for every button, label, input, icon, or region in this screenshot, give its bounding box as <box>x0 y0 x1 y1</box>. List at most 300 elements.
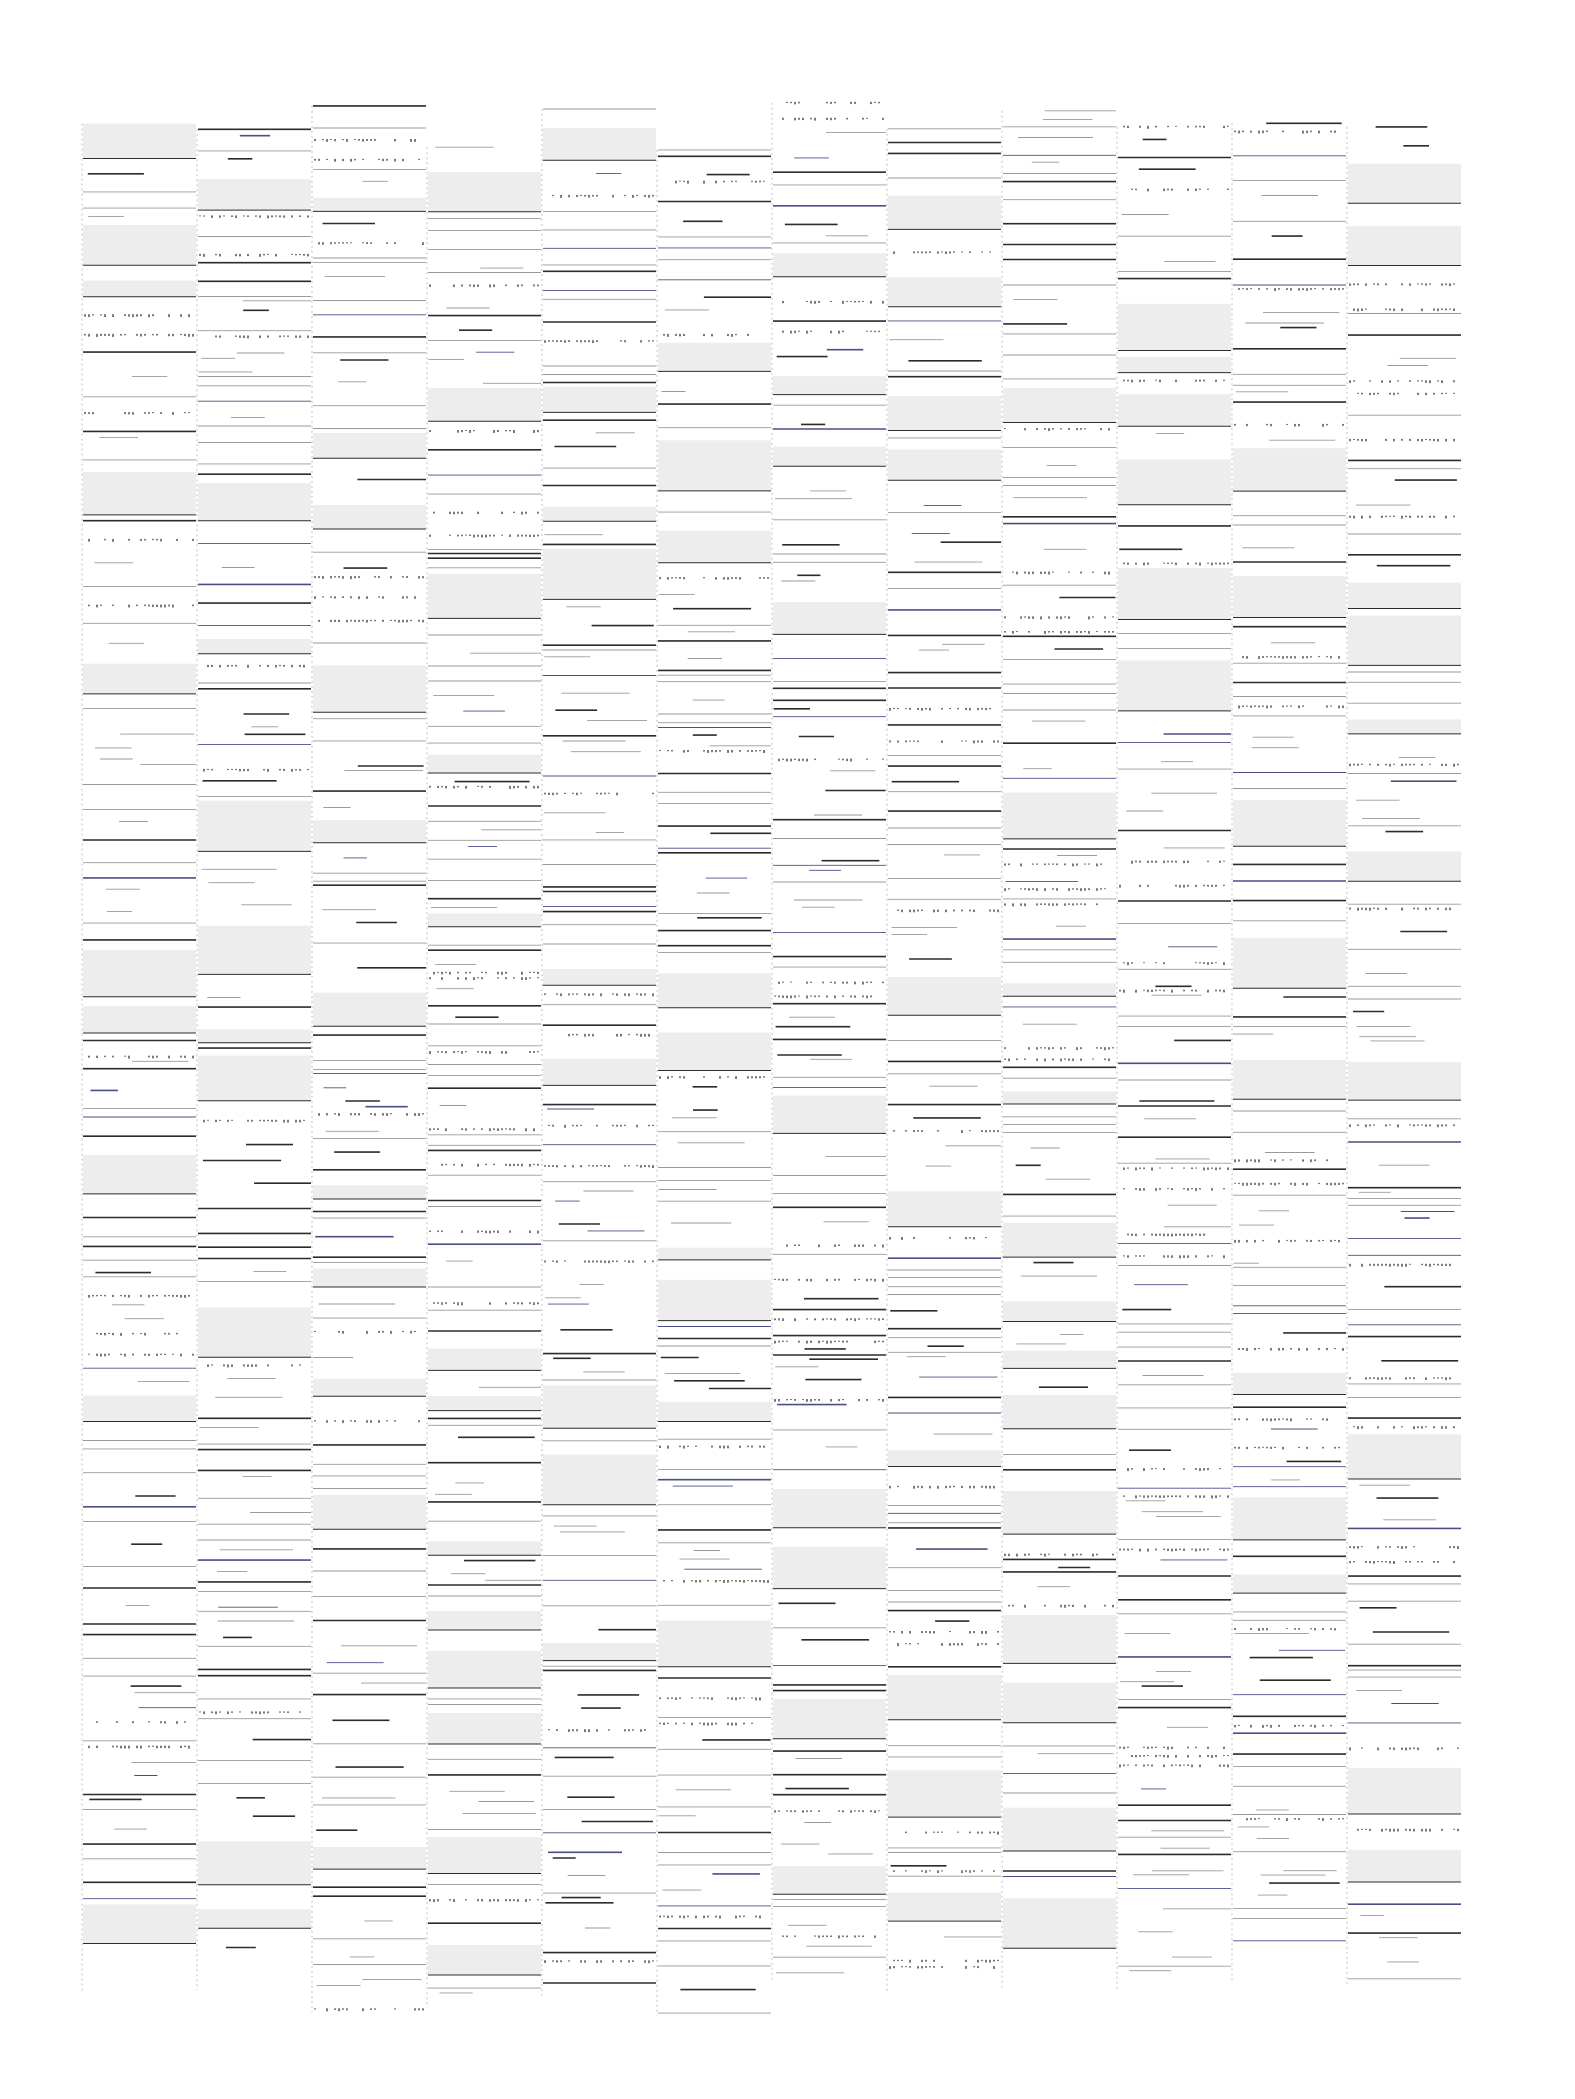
texture-mark <box>1163 1755 1165 1757</box>
texture-mark <box>354 139 356 140</box>
texture-mark <box>247 1120 249 1122</box>
texture-mark <box>1191 1188 1193 1189</box>
texture-mark <box>1207 1255 1209 1257</box>
texture-mark <box>505 972 507 974</box>
texture-mark <box>481 535 483 538</box>
texture-mark <box>1004 1554 1006 1556</box>
texture-mark <box>303 1120 305 1121</box>
texture-mark <box>1088 616 1090 619</box>
texture-mark <box>743 1723 745 1725</box>
texture-mark <box>247 215 249 217</box>
texture-mark <box>949 708 951 709</box>
texture-mark <box>156 1295 158 1296</box>
texture-mark <box>997 1960 999 1961</box>
texture-mark <box>981 1960 983 1961</box>
texture-mark <box>235 215 237 218</box>
texture-mark <box>1203 1168 1205 1171</box>
texture-mark <box>905 1130 907 1132</box>
texture-mark <box>1131 380 1133 383</box>
texture-mark <box>1064 1047 1066 1048</box>
texture-mark <box>612 195 614 198</box>
shaded-block <box>428 574 541 619</box>
texture-mark <box>1147 990 1149 993</box>
texture-mark <box>747 1446 749 1448</box>
texture-mark <box>818 996 820 998</box>
texture-mark <box>1199 563 1201 566</box>
texture-mark <box>445 786 447 789</box>
texture-mark <box>897 910 899 911</box>
texture-mark <box>624 993 626 995</box>
texture-mark <box>227 1120 229 1122</box>
texture-mark <box>1242 1183 1244 1186</box>
texture-mark <box>969 1832 971 1834</box>
texture-mark <box>1108 572 1110 575</box>
texture-mark <box>1159 1234 1161 1236</box>
texture-mark <box>1032 616 1034 619</box>
texture-mark <box>620 1034 622 1037</box>
shaded-block <box>888 1675 1001 1720</box>
texture-mark <box>711 1723 713 1726</box>
texture-mark <box>1064 631 1066 633</box>
texture-mark <box>1258 656 1260 659</box>
texture-mark <box>180 334 182 335</box>
texture-mark <box>1044 864 1046 866</box>
texture-mark <box>1254 1159 1256 1162</box>
texture-mark <box>1175 563 1177 566</box>
texture-mark <box>1282 1418 1284 1419</box>
texture-mark <box>537 1302 539 1304</box>
shaded-block <box>888 277 1001 306</box>
texture-mark <box>247 254 249 256</box>
texture-mark <box>889 1237 891 1240</box>
texture-mark <box>1250 1725 1252 1728</box>
texture-mark <box>314 139 316 141</box>
texture-mark <box>1357 1124 1359 1126</box>
texture-mark <box>1445 1264 1447 1266</box>
texture-mark <box>1020 903 1022 906</box>
texture-mark <box>1096 1554 1098 1556</box>
texture-mark <box>878 331 880 332</box>
texture-mark <box>1016 1554 1018 1557</box>
texture-mark <box>897 1486 899 1487</box>
texture-mark <box>160 1354 162 1355</box>
texture-mark <box>1349 1748 1351 1751</box>
texture-mark <box>180 1746 182 1748</box>
texture-mark <box>96 1295 98 1296</box>
texture-mark <box>556 993 558 995</box>
texture-mark <box>826 102 828 104</box>
texture-mark <box>1338 706 1340 709</box>
texture-mark <box>1453 1829 1455 1830</box>
texture-mark <box>644 1034 646 1037</box>
texture-mark <box>834 1341 836 1342</box>
texture-mark <box>525 512 527 514</box>
texture-mark <box>1024 903 1026 906</box>
texture-mark <box>1389 764 1391 767</box>
texture-mark <box>128 539 130 541</box>
texture-mark <box>1310 1240 1312 1242</box>
shaded-block <box>888 1770 1001 1817</box>
texture-mark <box>620 1960 622 1962</box>
texture-mark <box>1238 1348 1240 1350</box>
texture-mark <box>295 254 297 255</box>
texture-mark <box>1385 1829 1387 1831</box>
texture-mark <box>533 1302 535 1305</box>
texture-mark <box>699 1580 701 1582</box>
texture-mark <box>905 708 907 709</box>
texture-mark <box>909 1643 911 1644</box>
shaded-block <box>1003 793 1116 839</box>
texture-mark <box>1266 706 1268 709</box>
texture-mark <box>505 1899 507 1901</box>
texture-mark <box>1223 1255 1225 1258</box>
texture-mark <box>727 1723 729 1725</box>
texture-mark <box>1298 706 1300 709</box>
texture-mark <box>433 1302 435 1304</box>
texture-mark <box>1322 1725 1324 1727</box>
texture-mark <box>1238 1183 1240 1184</box>
texture-mark <box>1441 1124 1443 1126</box>
texture-mark <box>905 1643 907 1644</box>
texture-mark <box>1377 1426 1379 1428</box>
texture-mark <box>1413 1748 1415 1750</box>
texture-mark <box>993 1960 995 1962</box>
shaded-block <box>198 483 311 521</box>
texture-mark <box>1183 1468 1185 1470</box>
texture-mark <box>909 1631 911 1634</box>
texture-mark <box>1175 861 1177 863</box>
texture-mark <box>866 982 868 983</box>
texture-mark <box>644 195 646 197</box>
texture-mark <box>533 285 535 287</box>
texture-mark <box>1008 1554 1010 1556</box>
texture-mark <box>989 910 991 912</box>
texture-mark <box>806 982 808 984</box>
texture-mark <box>1044 888 1046 891</box>
texture-mark <box>1330 656 1332 658</box>
texture-mark <box>1199 380 1201 382</box>
texture-mark <box>283 665 285 667</box>
texture-mark <box>259 336 261 339</box>
texture-mark <box>695 1580 697 1583</box>
texture-mark <box>1187 189 1189 191</box>
texture-mark <box>1032 572 1034 575</box>
texture-mark <box>517 285 519 287</box>
texture-mark <box>481 972 483 973</box>
texture-mark <box>723 1446 725 1449</box>
texture-mark <box>735 334 737 335</box>
texture-mark <box>1123 1255 1125 1256</box>
texture-mark <box>219 665 221 668</box>
shaded-block <box>888 450 1001 481</box>
texture-mark <box>1036 428 1038 430</box>
texture-mark <box>1326 1159 1328 1161</box>
texture-mark <box>1342 288 1344 290</box>
texture-mark <box>1441 1377 1443 1378</box>
texture-mark <box>691 1723 693 1726</box>
texture-mark <box>830 1341 832 1344</box>
texture-mark <box>1449 283 1451 286</box>
texture-mark <box>874 1341 876 1343</box>
texture-mark <box>830 118 832 120</box>
texture-mark <box>303 254 305 256</box>
texture-mark <box>1361 1829 1363 1830</box>
texture-mark <box>1298 288 1300 291</box>
texture-mark <box>1413 1124 1415 1126</box>
texture-mark <box>866 118 868 119</box>
texture-mark <box>1365 309 1367 310</box>
shaded-block <box>198 639 311 654</box>
texture-mark <box>1449 309 1451 310</box>
shaded-block <box>543 1386 656 1429</box>
texture-mark <box>1349 380 1351 383</box>
texture-mark <box>275 665 277 668</box>
texture-mark <box>1373 1561 1375 1564</box>
texture-mark <box>1441 380 1443 383</box>
texture-mark <box>1262 706 1264 707</box>
texture-mark <box>652 1125 654 1126</box>
texture-mark <box>838 1279 840 1281</box>
texture-mark <box>612 1125 614 1126</box>
texture-mark <box>457 1302 459 1305</box>
texture-mark <box>362 139 364 142</box>
texture-mark <box>1409 1748 1411 1750</box>
texture-mark <box>1084 631 1086 632</box>
texture-mark <box>786 996 788 999</box>
shaded-block <box>658 1402 771 1422</box>
texture-mark <box>810 1279 812 1282</box>
texture-mark <box>1306 1183 1308 1186</box>
texture-mark <box>1183 1234 1185 1237</box>
texture-mark <box>263 1711 265 1713</box>
texture-mark <box>188 314 190 317</box>
texture-mark <box>810 118 812 120</box>
texture-mark <box>1234 1447 1236 1449</box>
texture-mark <box>1266 1628 1268 1630</box>
texture-mark <box>1100 864 1102 865</box>
texture-mark <box>414 139 416 142</box>
texture-mark <box>1223 1549 1225 1552</box>
texture-mark <box>223 1364 225 1366</box>
texture-mark <box>707 1580 709 1582</box>
texture-mark <box>905 1966 907 1967</box>
texture-mark <box>624 1165 626 1167</box>
shaded-block <box>313 198 426 212</box>
texture-mark <box>731 1723 733 1726</box>
texture-mark <box>592 1261 594 1263</box>
texture-mark <box>897 1643 899 1646</box>
texture-mark <box>1298 1447 1300 1448</box>
texture-mark <box>124 314 126 316</box>
texture-mark <box>850 996 852 998</box>
texture-mark <box>858 301 860 303</box>
texture-mark <box>786 759 788 762</box>
texture-mark <box>1397 1124 1399 1127</box>
texture-mark <box>1207 563 1209 564</box>
texture-mark <box>810 996 812 997</box>
texture-mark <box>1246 1183 1248 1186</box>
texture-mark <box>1262 656 1264 658</box>
texture-mark <box>1108 1059 1110 1062</box>
texture-mark <box>826 118 828 120</box>
texture-mark <box>529 1302 531 1304</box>
texture-mark <box>295 336 297 338</box>
texture-mark <box>973 741 975 744</box>
texture-mark <box>1373 908 1375 909</box>
texture-mark <box>497 1231 499 1233</box>
texture-mark <box>628 1960 630 1962</box>
texture-mark <box>1191 1234 1193 1237</box>
texture-mark <box>866 1399 868 1401</box>
texture-mark <box>199 215 201 216</box>
texture-mark <box>1361 516 1363 519</box>
texture-mark <box>144 334 146 336</box>
texture-mark <box>981 1643 983 1644</box>
texture-mark <box>485 535 487 538</box>
texture-mark <box>1147 126 1149 129</box>
texture-mark <box>168 1295 170 1296</box>
texture-mark <box>893 1960 895 1961</box>
texture-mark <box>180 314 182 317</box>
texture-mark <box>1361 1546 1363 1547</box>
texture-mark <box>1234 424 1236 426</box>
texture-mark <box>1040 616 1042 619</box>
texture-mark <box>878 1318 880 1320</box>
texture-mark <box>1361 908 1363 910</box>
texture-mark <box>636 1034 638 1036</box>
texture-mark <box>624 1125 626 1126</box>
texture-mark <box>1219 1468 1221 1469</box>
texture-mark <box>889 1631 891 1632</box>
texture-mark <box>568 1729 570 1732</box>
texture-mark <box>1290 1240 1292 1242</box>
texture-mark <box>461 285 463 287</box>
texture-mark <box>846 1341 848 1343</box>
texture-mark <box>1068 428 1070 430</box>
texture-mark <box>255 1711 257 1713</box>
texture-mark <box>1119 1765 1121 1768</box>
texture-mark <box>941 1870 943 1871</box>
texture-mark <box>862 1936 864 1938</box>
texture-mark <box>640 340 642 342</box>
texture-mark <box>1373 1264 1375 1266</box>
texture-mark <box>1143 1755 1145 1757</box>
texture-mark <box>366 139 368 141</box>
texture-mark <box>1155 1747 1157 1748</box>
texture-mark <box>148 1721 150 1722</box>
texture-mark <box>1365 1124 1367 1127</box>
shaded-block <box>543 1059 656 1086</box>
texture-mark <box>422 576 424 578</box>
texture-mark <box>806 301 808 302</box>
texture-mark <box>334 596 336 598</box>
texture-mark <box>513 1302 515 1304</box>
texture-mark <box>1429 1829 1431 1832</box>
texture-mark <box>223 215 225 216</box>
texture-mark <box>667 1446 669 1449</box>
texture-mark <box>1250 1628 1252 1630</box>
texture-mark <box>1274 1418 1276 1420</box>
texture-mark <box>1338 1447 1340 1448</box>
texture-mark <box>1250 131 1252 133</box>
shaded-block <box>1003 1091 1116 1104</box>
texture-mark <box>953 1643 955 1645</box>
texture-mark <box>874 1936 876 1938</box>
texture-mark <box>1175 1765 1177 1766</box>
texture-mark <box>794 1318 796 1321</box>
texture-mark <box>830 301 832 302</box>
texture-mark <box>759 1916 761 1919</box>
texture-mark <box>441 1051 443 1053</box>
texture-mark <box>172 1354 174 1355</box>
texture-mark <box>822 1341 824 1342</box>
texture-mark <box>1381 1561 1383 1562</box>
texture-mark <box>513 977 515 978</box>
texture-mark <box>1381 380 1383 383</box>
texture-mark <box>1330 706 1332 707</box>
texture-mark <box>901 1237 903 1240</box>
texture-mark <box>279 769 281 771</box>
texture-mark <box>921 708 923 711</box>
texture-mark <box>1254 1818 1256 1820</box>
texture-mark <box>1254 1183 1256 1185</box>
texture-mark <box>981 1832 983 1834</box>
texture-mark <box>481 1899 483 1901</box>
texture-mark <box>215 336 217 338</box>
texture-mark <box>525 1128 527 1131</box>
texture-mark <box>1258 1159 1260 1162</box>
texture-mark <box>457 972 459 974</box>
texture-mark <box>477 512 479 514</box>
texture-mark <box>814 301 816 304</box>
texture-mark <box>1421 283 1423 284</box>
texture-mark <box>374 620 376 622</box>
texture-mark <box>418 1420 420 1422</box>
texture-mark <box>858 1936 860 1937</box>
texture-mark <box>1290 1183 1292 1185</box>
texture-mark <box>1179 1255 1181 1258</box>
texture-mark <box>1040 1554 1042 1555</box>
texture-mark <box>862 996 864 998</box>
texture-mark <box>521 1164 523 1167</box>
texture-mark <box>683 1723 685 1724</box>
texture-mark <box>493 535 495 537</box>
texture-mark <box>1135 189 1137 191</box>
texture-mark <box>1365 283 1367 285</box>
texture-mark <box>473 535 475 538</box>
texture-mark <box>917 1966 919 1968</box>
texture-mark <box>1219 861 1221 863</box>
texture-mark <box>834 1279 836 1281</box>
texture-mark <box>882 118 884 120</box>
texture-mark <box>533 786 535 789</box>
texture-mark <box>1401 516 1403 519</box>
texture-mark <box>1266 1725 1268 1726</box>
texture-mark <box>893 251 895 254</box>
texture-mark <box>1020 888 1022 889</box>
texture-mark <box>338 620 340 622</box>
texture-mark <box>1088 631 1090 634</box>
texture-mark <box>1421 764 1423 766</box>
shaded-block <box>428 1541 541 1555</box>
texture-mark <box>1096 1047 1098 1048</box>
texture-mark <box>1147 1549 1149 1552</box>
texture-mark <box>445 1302 447 1304</box>
texture-mark <box>1028 888 1030 890</box>
texture-mark <box>798 1245 800 1247</box>
texture-mark <box>659 1076 661 1079</box>
texture-mark <box>584 195 586 197</box>
